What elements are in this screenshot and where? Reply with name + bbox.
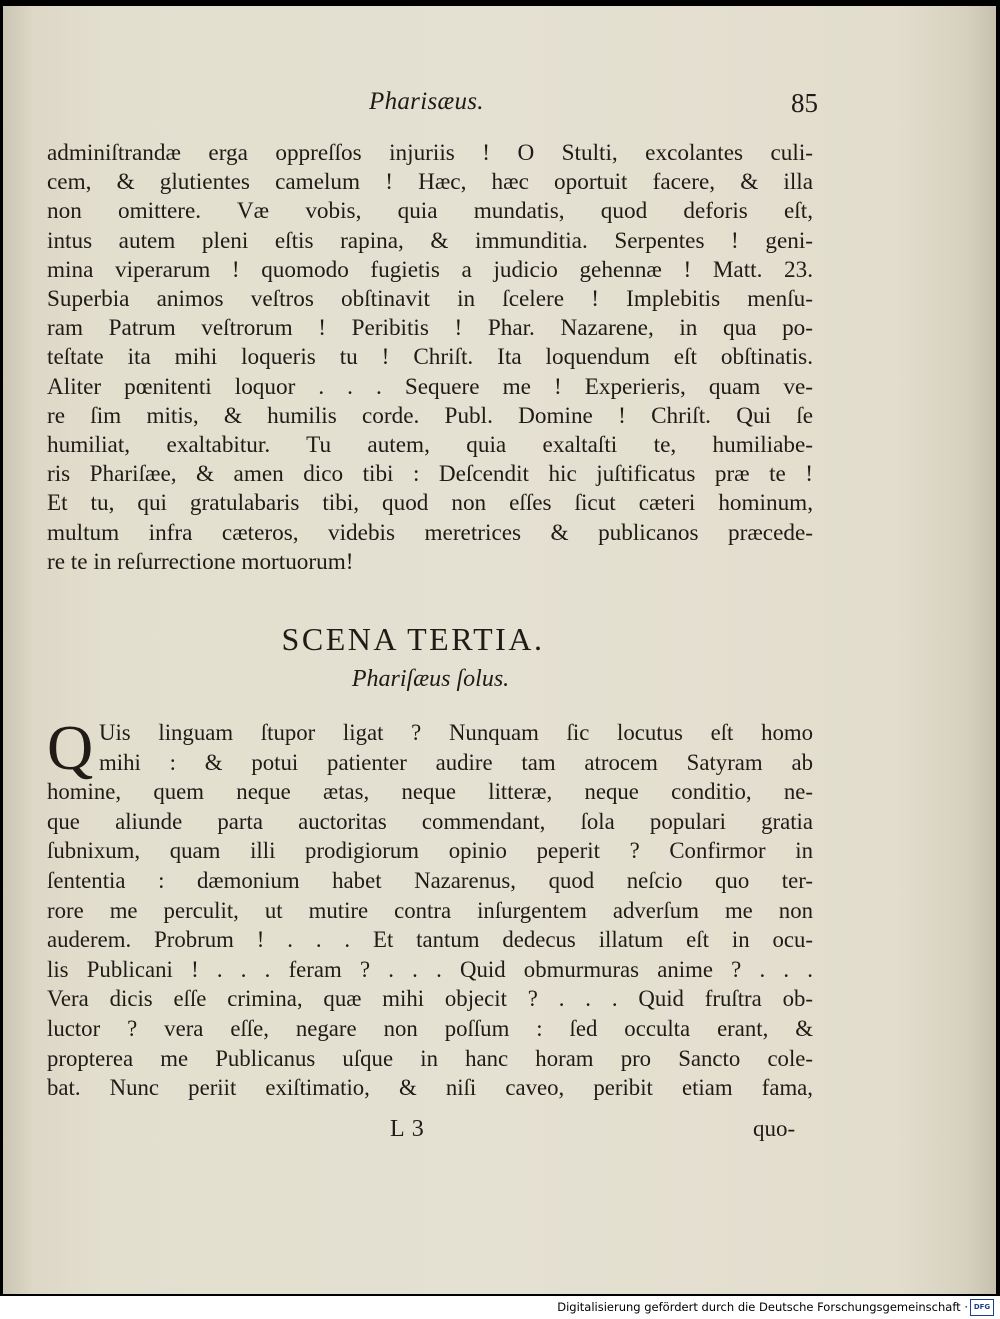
text-line: bat. Nunc periit exiſtimatio, & niſi caveo, peribit etiam fama, (47, 1075, 813, 1101)
text-line: Et tu, qui gratulabaris tibi, quod non eſſes ſicut cæteri hominum, (47, 490, 813, 517)
text-line: adminiſtrandæ erga oppreſſos injuriis ! O Stulti, excolantes culi- (47, 140, 813, 166)
page-number: 85 (791, 88, 818, 118)
paragraph-dialogue (47, 139, 813, 577)
text-line: Superbia animos veſtros obſtinavit in ſcelere ! Implebitis menſu- (47, 286, 813, 313)
text-line: propterea me Publicanus uſque in hanc horam pro Sancto cole- (47, 1045, 813, 1071)
text-line: multum infra cæteros, videbis meretrices & publicanos præcede- (47, 519, 813, 546)
drop-cap: Q (47, 712, 94, 783)
text-line: re te in reſurrectione mortuorum! (47, 548, 354, 575)
text-line: teſtate ita mihi loqueris tu ! Chriſt. Ita loquendum eſt obſtinatis. (47, 344, 813, 371)
catchword: quo- (753, 1116, 796, 1141)
text-line: homine, quem neque ætas, neque litteræ, neque conditio, ne- (47, 779, 813, 805)
text-line: luctor ? vera eſſe, negare non poſſum : ſed occulta erant, & (47, 1015, 813, 1041)
funding-banner (0, 1296, 1000, 1319)
text-line: ris Phariſæe, & amen dico tibi : Deſcendit hic juſtificatus præ te ! (47, 461, 813, 488)
running-head: Pharisæus. (369, 88, 484, 115)
text-line: humiliat, exaltabitur. Tu autem, quia exaltaſti te, humiliabe- (47, 432, 813, 459)
text-line: Aliter pœnitenti loquor . . . Sequere me ! Experieris, quam ve- (47, 373, 813, 400)
text-line: rore me perculit, ut mutire contra inſurgentem adverſum me non (47, 897, 813, 923)
text-line: ſubnixum, quam illi prodigiorum opinio peperit ? Confirmor in (47, 838, 813, 864)
text-line: intus autem pleni eſtis rapina, & immunditia. Serpentes ! geni- (47, 227, 813, 254)
text-line: Uis linguam ſtupor ligat ? Nunquam ſic locutus eſt homo (99, 720, 813, 745)
paragraph-monologue (47, 712, 813, 1103)
scene-heading: SCENA TERTIA. (281, 621, 545, 657)
text-line: cem, & glutientes camelum ! Hæc, hæc oportuit facere, & illa (47, 169, 813, 196)
signature-mark: L 3 (390, 1116, 425, 1142)
text-line: re ſim mitis, & humilis corde. Publ. Domine ! Chriſt. Qui ſe (47, 402, 813, 429)
text-line: mina viperarum ! quomodo fugietis a judicio gehennæ ! Matt. 23. (47, 256, 813, 283)
dfg-logo-icon: DFG (970, 1299, 994, 1316)
text-line: auderem. Probrum ! . . . Et tantum dedecus illatum eſt in ocu- (47, 927, 813, 953)
text-line: mihi : & potui patienter audire tam atrocem Satyram ab (99, 749, 813, 775)
text-line: Vera dicis eſſe crimina, quæ mihi objecit ? . . . Quid fruſtra ob- (47, 986, 813, 1012)
text-line: non omittere. Væ vobis, quia mundatis, quod deforis eſt, (47, 198, 813, 225)
text-line: ram Patrum veſtrorum ! Peribitis ! Phar. Nazarene, in qua po- (47, 315, 813, 342)
book-page (3, 6, 996, 1294)
funding-text: Digitalisierung gefördert durch die Deutsche Forschungsgemeinschaft · (557, 1300, 968, 1314)
page-scan (3, 6, 996, 1294)
text-line: lis Publicani ! . . . feram ? . . . Quid obmurmuras anime ? . . . (47, 956, 813, 982)
text-line: ſententia : dæmonium habet Nazarenus, quod neſcio quo ter- (47, 867, 813, 893)
text-line: que aliunde parta auctoritas commendant, ſola populari gratia (47, 808, 813, 834)
scene-subheading: Phariſæus ſolus. (351, 666, 510, 692)
